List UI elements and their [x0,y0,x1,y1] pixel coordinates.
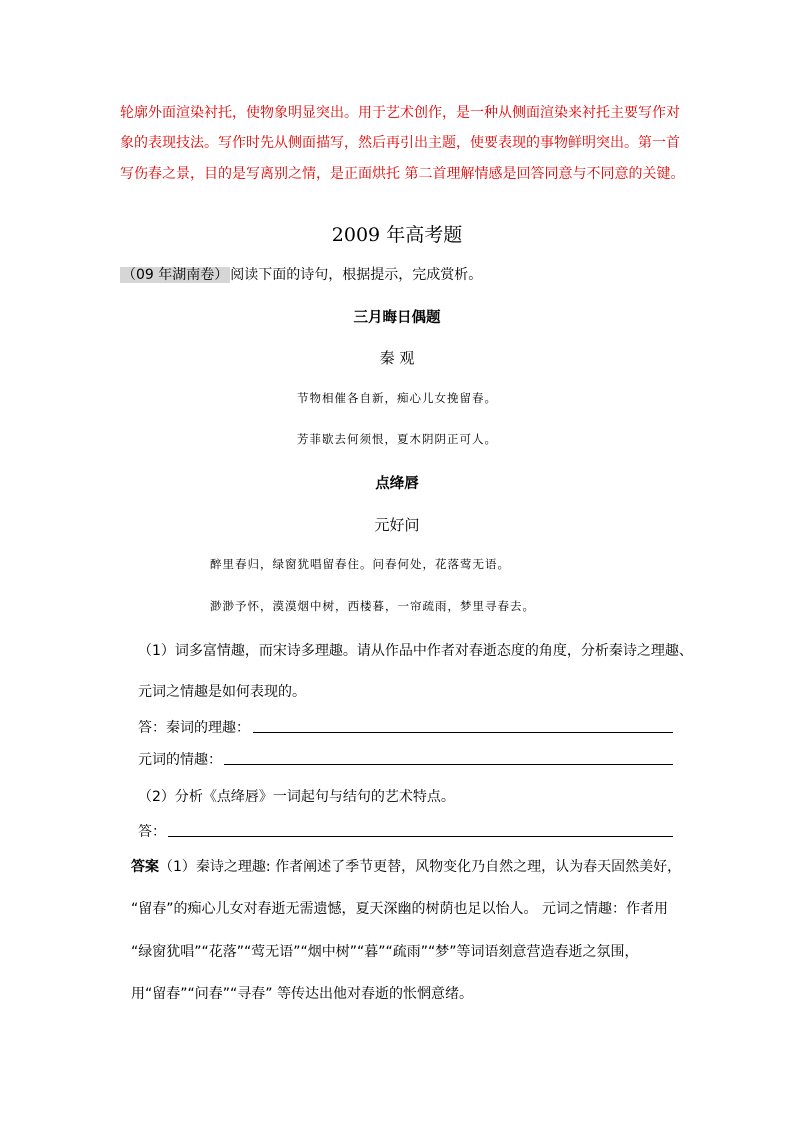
answer-label: 答案 [131,859,159,875]
question2-text: （2）分析《点绛唇》一词起句与结句的艺术特点。 [138,789,455,805]
poem2-line: 醉里春归，绿窗犹唱留春住。问春何处，花落莺无语。 [210,557,510,571]
question-intro-text: 阅读下面的诗句，根据提示，完成赏析。 [230,267,483,283]
poem2-author: 元好问 [374,516,420,534]
poem1-line: 芳菲歇去何须恨，夏木阴阴正可人。 [297,432,497,446]
answer-label-q2: 答： [138,824,166,840]
answer-label-qin: 答：秦词的理趣： [138,720,250,736]
intro-line: 象的表现技法。写作时先从侧面描写，然后再引出主题，使要表现的事物鲜明突出。第一首 [120,135,680,151]
intro-line: 轮廓外面渲染衬托，使物象明显突出。用于艺术创作，是一种从侧面渲染来衬托主要写作对 [120,105,680,121]
answer-line: “绿窗犹唱”“花落”“莺无语”“烟中树”“暮”“疏雨”“梦”等词语刻意营造春逝之氛围， [131,944,639,960]
poem2-title: 点绛唇 [375,476,419,492]
source-tag: （09 年湖南卷） [122,267,229,283]
answer-line: “留春”的痴心儿女对春逝无需遗憾，夏天深幽的树荫也足以怡人。 元词之情趣：作者用 [131,901,668,917]
poem1-line: 节物相催各自新，痴心儿女挽留春。 [297,391,497,405]
intro-line: 写伤春之景，目的是写离别之情，是正面烘托 第二首理解情感是回答同意与不同意的关键。 [120,166,685,182]
answer-blank-q2[interactable] [168,836,673,837]
poem1-title: 三月晦日偶题 [353,310,441,326]
poem1-author: 秦 观 [379,349,415,367]
poem2-line: 渺渺予怀，漠漠烟中树，西楼暮，一帘疏雨，梦里寻春去。 [210,599,535,613]
answer-blank-yuan[interactable] [224,764,673,765]
section-title: 2009 年高考题 [331,224,463,246]
answer-line: 用“留春”“问春”“寻春” 等传达出他对春逝的怅惘意绪。 [131,986,473,1002]
question1-line: （1）词多富情趣，而宋诗多理趣。请从作品中作者对春逝态度的角度，分析秦诗之理趣、 [138,643,693,659]
question1-line: 元词之情趣是如何表现的。 [138,684,306,700]
question-intro [120,264,482,284]
answer-label-yuan: 元词的情趣： [138,752,222,768]
answer-line: 答案（1）秦诗之理趣: 作者阐述了季节更替，风物变化乃自然之理，认为春天固然美好， [131,859,682,875]
answer-blank-qin[interactable] [253,732,673,733]
